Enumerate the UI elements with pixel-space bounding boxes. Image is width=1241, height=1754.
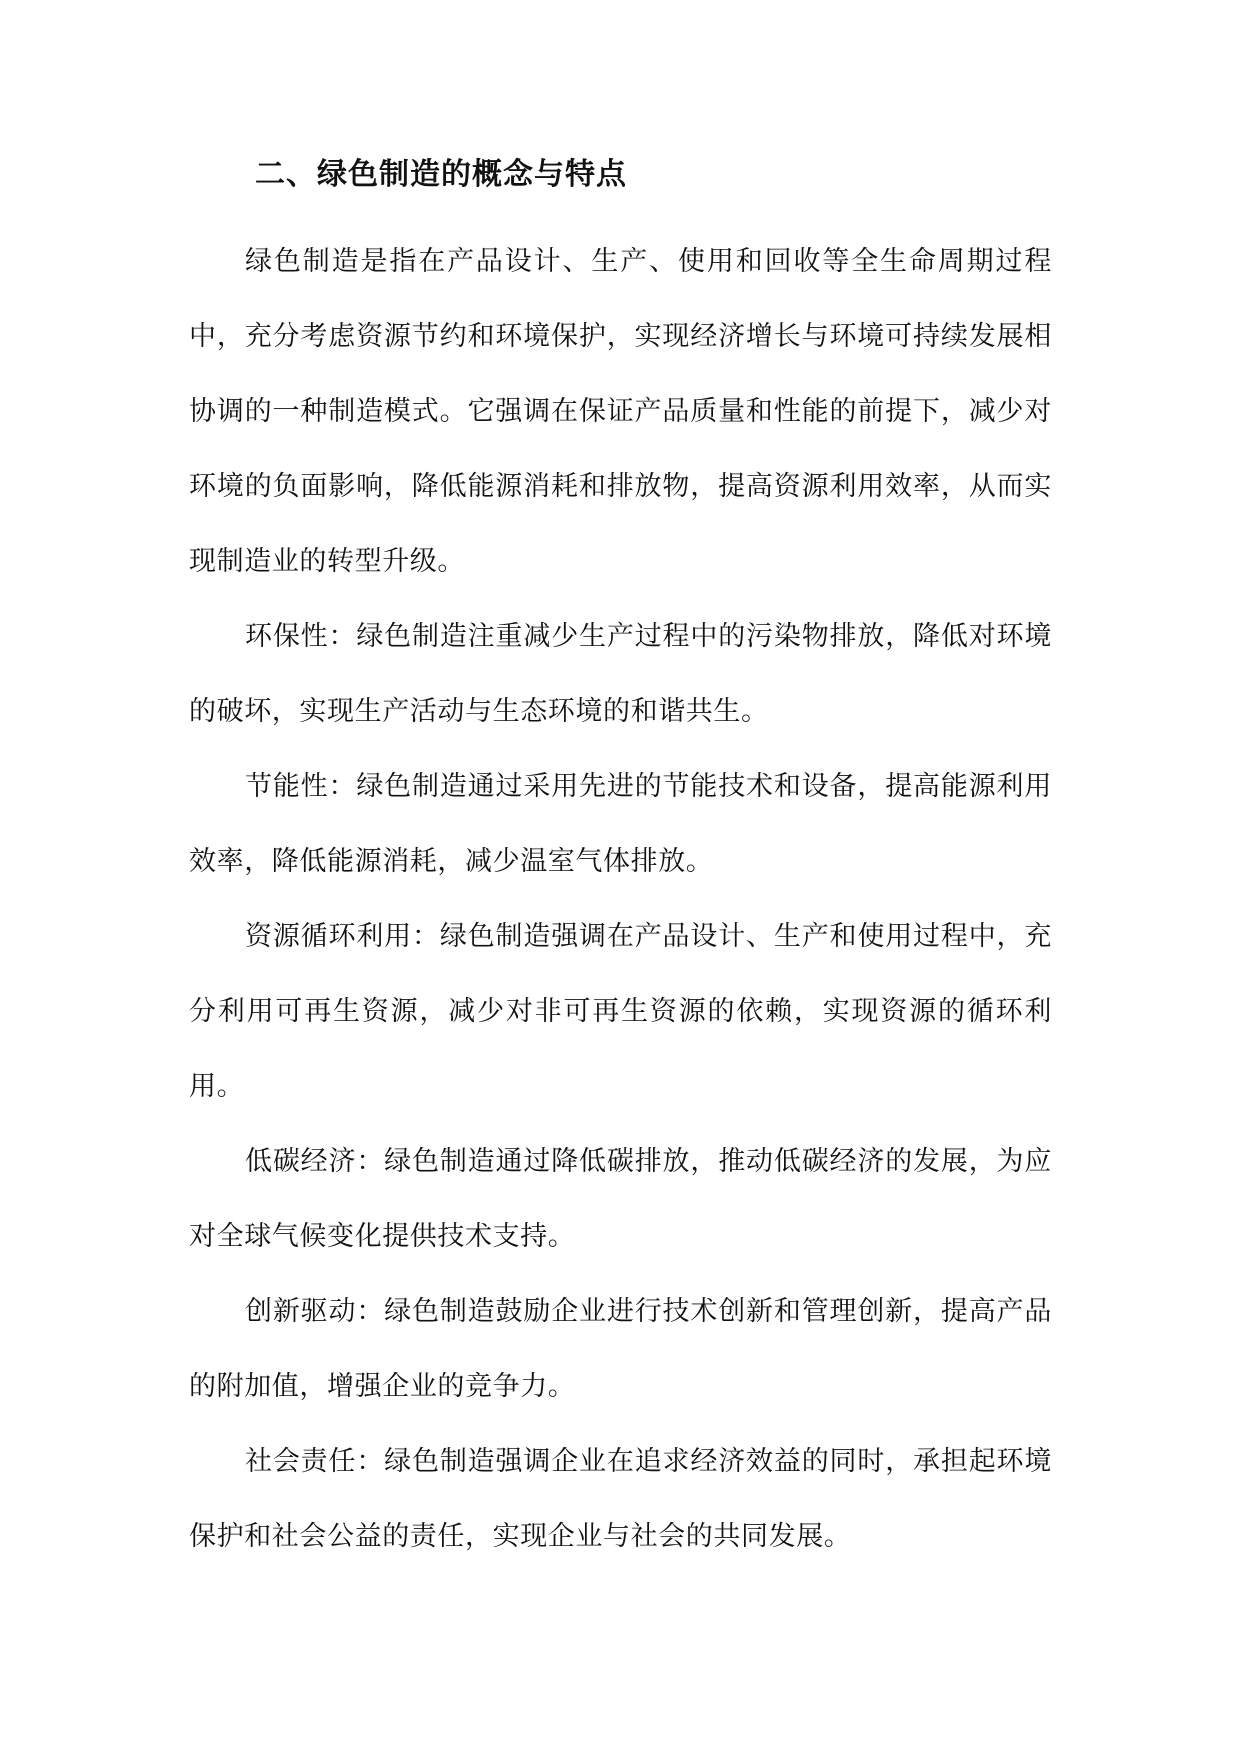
section-heading: 二、绿色制造的概念与特点 [255, 157, 627, 192]
paragraph-innovation-driven: 创新驱动：绿色制造鼓励企业进行技术创新和管理创新，提高产品的附加值，增强企业的竞争力。 [189, 1296, 1052, 1402]
paragraph-low-carbon-economy: 低碳经济：绿色制造通过降低碳排放，推动低碳经济的发展，为应对全球气候变化提供技术支持。 [189, 1146, 1052, 1252]
paragraph-resource-recycling: 资源循环利用：绿色制造强调在产品设计、生产和使用过程中，充分利用可再生资源，减少对非可再生资源的依赖，实现资源的循环利用。 [189, 921, 1052, 1102]
paragraph-environmental-protection: 环保性：绿色制造注重减少生产过程中的污染物排放，降低对环境的破坏，实现生产活动与生态环境的和谐共生。 [189, 621, 1052, 727]
paragraph-energy-saving: 节能性：绿色制造通过采用先进的节能技术和设备，提高能源利用效率，降低能源消耗，减少温室气体排放。 [189, 771, 1052, 877]
paragraph-definition: 绿色制造是指在产品设计、生产、使用和回收等全生命周期过程中，充分考虑资源节约和环境保护，实现经济增长与环境可持续发展相协调的一种制造模式。它强调在保证产品质量和性能的前提下，减少对环境的负面影响，降低能源消耗和排放物，提高资源利用效率，从而实现制造业的转型升级。 [189, 246, 1052, 577]
document-body [189, 224, 1052, 1574]
paragraph-social-responsibility: 社会责任：绿色制造强调企业在追求经济效益的同时，承担起环境保护和社会公益的责任，实现企业与社会的共同发展。 [189, 1446, 1052, 1552]
